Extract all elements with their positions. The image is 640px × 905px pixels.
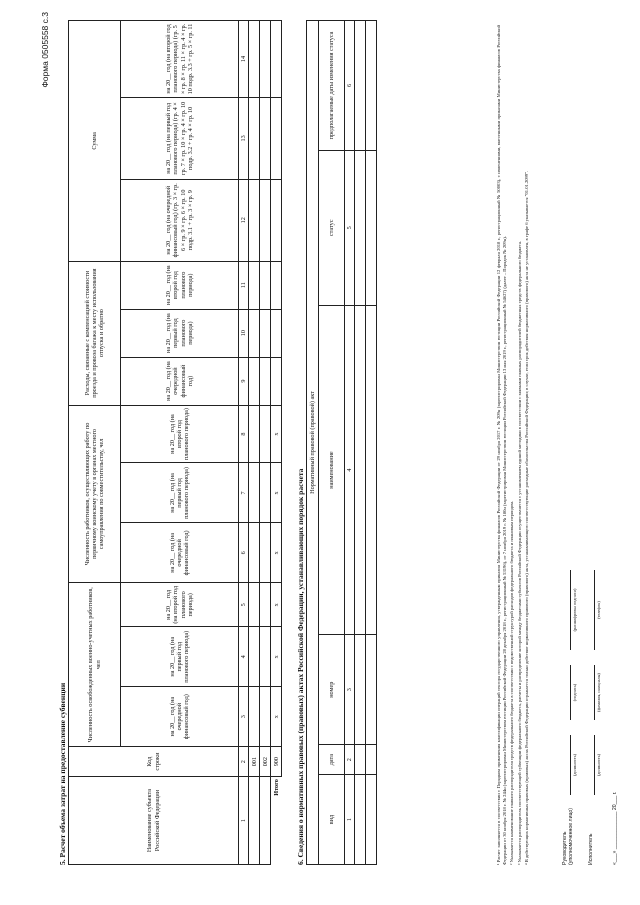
data-cell[interactable] — [249, 97, 260, 179]
data-cell[interactable] — [366, 775, 377, 865]
header-part-ot: на 20__ год (на очередной финансовый год) — [121, 523, 239, 583]
header-sum-p2: на 20__ год (на второй год планового периода) (гр. 5 × гр. 8 × гр. 11 × гр. 4 × гр. 10 подр. 3.3 + гр. 5 × гр. 11 — [121, 21, 239, 98]
data-cell[interactable] — [249, 627, 260, 687]
data-cell[interactable] — [249, 463, 260, 523]
x-cell: x — [271, 523, 282, 583]
data-cell[interactable] — [260, 583, 271, 627]
data-cell[interactable] — [271, 261, 282, 309]
caption-position: (должность) — [572, 754, 577, 776]
footnote: ⁴ В действующих нормативных правовых (правовых) актах Российской Федерации отражается только действие нормативного правового (правового) акта, устанавливающего соответствующие расходные обязательства Российской Федерации; в случае, если срок действия нормативного (правового) акта не установлен, в графе 6 указывается "01.01.2099". — [523, 170, 529, 865]
header-part-time: Численность работников, осуществляющих работу по первичному воинскому учету в органах местного самоуправления по совместительству, чел — [69, 405, 121, 583]
data-cell[interactable] — [249, 583, 260, 627]
data-cell[interactable] — [271, 21, 282, 98]
data-cell[interactable] — [260, 627, 271, 687]
colnum: 6 — [239, 523, 249, 583]
header-part-p2: на 20__ год (на второй год планового периода) — [121, 405, 239, 463]
colnum: 12 — [239, 179, 249, 261]
data-cell[interactable] — [260, 463, 271, 523]
table-row — [260, 21, 271, 865]
footnotes — [496, 25, 531, 865]
total-label: Итого — [271, 777, 282, 865]
total-row — [271, 21, 282, 865]
colnum: 1 — [345, 775, 355, 865]
data-cell[interactable] — [271, 179, 282, 261]
colnum: 5 — [345, 150, 355, 305]
footnote: ² Указывается наименование главного распорядителя средств федерального бюджета в соответствии с ведомственной структурой расходов федерального бюджета и плановым периодом. — [509, 500, 515, 865]
data-cell[interactable] — [260, 405, 271, 463]
data-cell[interactable] — [366, 21, 377, 151]
header-row-code: Код строки — [69, 747, 239, 777]
executor-label: Исполнитель — [588, 833, 594, 865]
data-cell[interactable] — [366, 635, 377, 745]
data-cell[interactable] — [366, 745, 377, 775]
column-number-row — [239, 21, 249, 865]
data-cell[interactable] — [355, 775, 366, 865]
header-act-expire: предполагаемые даты изменения статуса — [319, 21, 345, 151]
header-workers-p1: на 20__ год (на первый год планового периода) — [121, 627, 239, 687]
header-travel: Расходы, связанные с компенсацией стоимости проезда и провоза багажа к месту использования отпуска и обратно — [69, 261, 121, 405]
data-cell[interactable] — [355, 21, 366, 151]
subject-cell[interactable] — [260, 777, 271, 865]
head-label: Руководитель (уполномоченное лицо) — [562, 808, 574, 865]
subject-cell[interactable] — [249, 777, 260, 865]
caption-signature: (подпись) — [572, 683, 577, 702]
colnum: 4 — [239, 627, 249, 687]
row-code: 001 — [249, 747, 260, 777]
header-workers-ot: на 20__ год (на очередной финансовый год) — [121, 687, 239, 747]
table-row — [249, 21, 260, 865]
header-subject-name: Наименование субъекта Российской Федерации — [69, 777, 239, 865]
table-row — [366, 21, 377, 865]
header-workers: Численность освобожденных военно-учетных работников, чел — [69, 583, 121, 747]
data-cell[interactable] — [249, 523, 260, 583]
column-number-row — [345, 21, 355, 865]
data-cell[interactable] — [271, 309, 282, 357]
data-cell[interactable] — [249, 687, 260, 747]
position-line[interactable] — [570, 735, 571, 795]
data-cell[interactable] — [366, 305, 377, 635]
section6-title: 6. Сведения о нормативных правовых (правовых) актах Российской Федерации, устанавливающих порядок расчета — [296, 468, 305, 865]
colnum: 6 — [345, 21, 355, 151]
x-cell: x — [271, 583, 282, 627]
header-act-status: статус — [319, 150, 345, 305]
table-row — [355, 21, 366, 865]
colnum: 2 — [239, 747, 249, 777]
colnum: 2 — [345, 745, 355, 775]
data-cell[interactable] — [260, 523, 271, 583]
x-cell: x — [271, 687, 282, 747]
header-act-name: наименование — [319, 305, 345, 635]
data-cell[interactable] — [271, 97, 282, 179]
data-cell[interactable] — [249, 179, 260, 261]
caption-decode: (расшифровка подписи) — [572, 588, 577, 632]
data-cell[interactable] — [260, 309, 271, 357]
colnum: 11 — [239, 261, 249, 309]
header-workers-p2: на 20__ год (на второй год планового периода) — [121, 583, 239, 627]
header-act-date: дата — [319, 745, 345, 775]
colnum: 8 — [239, 405, 249, 463]
data-cell[interactable] — [249, 21, 260, 98]
data-cell[interactable] — [355, 150, 366, 305]
data-cell[interactable] — [260, 179, 271, 261]
colnum: 14 — [239, 21, 249, 98]
header-part-p1: на 20__ год (на первый год планового периода) — [121, 463, 239, 523]
caption-exec-position: (должность) — [596, 754, 601, 776]
header-travel-p2: на 20__ год (на второй год планового периода) — [121, 261, 239, 309]
data-cell[interactable] — [260, 687, 271, 747]
exec-position-line[interactable] — [594, 735, 595, 795]
total-code: 900 — [271, 747, 282, 777]
section6-table — [306, 20, 377, 865]
colnum: 13 — [239, 97, 249, 179]
colnum: 9 — [239, 357, 249, 405]
header-travel-ot: на 20__ год (на очередной финансовый год) — [121, 357, 239, 405]
data-cell[interactable] — [355, 305, 366, 635]
header-legal-act: Нормативный правовой (правовой) акт — [307, 21, 319, 865]
data-cell[interactable] — [355, 745, 366, 775]
header-sum: Сумма — [69, 21, 121, 262]
x-cell: x — [271, 463, 282, 523]
colnum: 1 — [239, 777, 249, 865]
section5-table — [68, 20, 282, 865]
signature-line[interactable] — [570, 665, 571, 720]
colnum: 7 — [239, 463, 249, 523]
header-travel-p1: на 20__ год (на первый год планового периода) — [121, 309, 239, 357]
header-act-type: вид — [319, 775, 345, 865]
data-cell[interactable] — [260, 97, 271, 179]
header-sum-p1: на 20__ год (на первый год планового периода) (гр. 4 × гр. 7 × гр. 10 × гр. 4 × гр. 10 подр. 3.2 + гр. 4 × гр. 10 — [121, 97, 239, 179]
data-cell[interactable] — [260, 21, 271, 98]
data-cell[interactable] — [366, 150, 377, 305]
footnote: ³ Указывается распорядитель соответствующей субвенции федерального бюджета, расчеты и распределение которой между бюджетами субъектов Российской Федерации осуществляется с установлением единой методики в соответствии с заявками главных распорядителей бюджетных средств федерального бюджета. — [516, 240, 522, 865]
decode-line[interactable] — [570, 570, 571, 650]
data-cell[interactable] — [355, 635, 366, 745]
colnum: 10 — [239, 309, 249, 357]
data-cell[interactable] — [260, 357, 271, 405]
signature-date[interactable]: «___» _____________ 20___ г. — [612, 791, 618, 865]
x-cell: x — [271, 405, 282, 463]
section5-title: 5. Расчет объема затрат на предоставление субвенции — [58, 682, 67, 865]
caption-fio: (фамилия, инициалы) — [596, 673, 601, 712]
phone-line[interactable] — [594, 570, 595, 650]
data-cell[interactable] — [249, 309, 260, 357]
caption-phone: (телефон) — [596, 601, 601, 619]
x-cell: x — [271, 627, 282, 687]
header-sum-ot: на 20__ год (на очередной финансовый год) (гр. 3 × гр. 6 × гр. 9 × гр. 6 × гр. 10 подр. 3.1 + гр. 3 × гр. 9 — [121, 179, 239, 261]
footnote: ¹ Расчет заполняется в соответствии с Порядком применения классификации операций сектора государственного управления, утвержденным приказом Министерства финансов Российской Федерации от 29 ноября 2017 г. № 209н (зарегистрирован Министерством юстиции Российской Федерации 12 февраля 2018 г., регистрационный № 50003), с изменениями, внесенными приказами Министерства финансов Российской Федерации от 30 ноября 2018 г. № 244н (зарегистрирован Министерством юстиции Российской Федерации 28 декабря 2018 г., регистрационный № 53196), от 7 ноября 2019 г. № 180н (зарегистрирован Министерством юстиции Российской Федерации 13 мая 2019 г., регистрационный № 54627) (далее – Порядок № 209н). — [496, 25, 508, 865]
colnum: 3 — [345, 635, 355, 745]
colnum: 5 — [239, 583, 249, 627]
fio-line[interactable] — [594, 665, 595, 720]
data-cell[interactable] — [249, 357, 260, 405]
row-code: 002 — [260, 747, 271, 777]
form-code: Форма 0505558 с.3 — [40, 12, 50, 88]
header-act-number: номер — [319, 635, 345, 745]
data-cell[interactable] — [249, 261, 260, 309]
data-cell[interactable] — [260, 261, 271, 309]
colnum: 3 — [239, 687, 249, 747]
data-cell[interactable] — [249, 405, 260, 463]
colnum: 4 — [345, 305, 355, 635]
data-cell[interactable] — [271, 357, 282, 405]
